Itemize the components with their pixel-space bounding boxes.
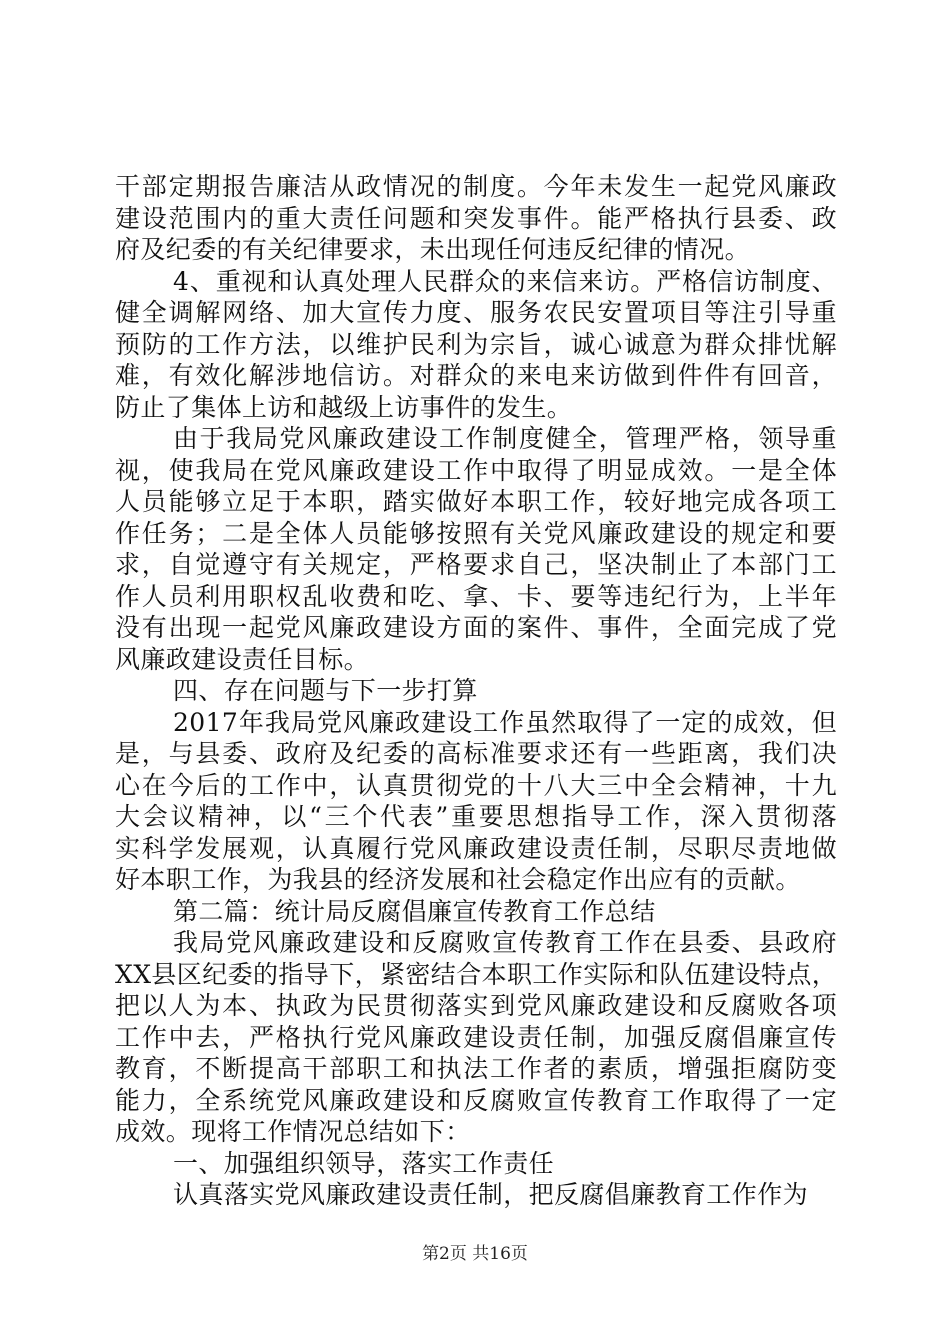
text-line: 防止了集体上访和越级上访事件的发生。 — [115, 392, 573, 422]
text-line: 视，使我局在党风廉政建设工作中取得了明显成效。一是全体 — [115, 455, 837, 485]
text-line: 好本职工作，为我县的经济发展和社会稳定作出应有的贡献。 — [115, 865, 801, 894]
page-number-footer: 第2页 共16页 — [422, 1244, 528, 1264]
text-line: 建设范围内的重大责任问题和突发事件。能严格执行县委、政 — [115, 203, 837, 233]
text-line: 把以人为本、执政为民贯彻落实到党风廉政建设和反腐败各项 — [115, 991, 837, 1020]
text-line: 人员能够立足于本职，踏实做好本职工作，较好地完成各项工 — [115, 487, 837, 516]
text-line: 干部定期报告廉洁从政情况的制度。今年未发生一起党风廉政 — [115, 172, 837, 201]
paragraph-start-line: 4、重视和认真处理人民群众的来信来访。严格信访制度、 — [173, 266, 837, 296]
text-line: 风廉政建设责任目标。 — [115, 644, 370, 674]
text-line: 是，与县委、政府及纪委的高标准要求还有一些距离，我们决 — [115, 739, 837, 768]
paragraph-start-line: 认真落实党风廉政建设责任制，把反腐倡廉教育工作作为 — [173, 1180, 809, 1209]
document-body — [115, 171, 837, 1211]
text-line: 能力，全系统党风廉政建设和反腐败宣传教育工作取得了一定 — [115, 1085, 837, 1115]
text-line: 作任务；二是全体人员能够按照有关党风廉政建设的规定和要 — [115, 518, 837, 548]
text-line: 教育，不断提高干部职工和执法工作者的素质，增强拒腐防变 — [115, 1054, 837, 1083]
section-heading: 四、存在问题与下一步打算 — [173, 676, 478, 705]
text-line: 大会议精神，以“三个代表”重要思想指导工作，深入贯彻落 — [115, 802, 837, 831]
text-line: 作人员利用职权乱收费和吃、拿、卡、要等违纪行为，上半年 — [115, 581, 837, 611]
text-line: 没有出现一起党风廉政建设方面的案件、事件，全面完成了党 — [115, 613, 837, 642]
text-line: 工作中去，严格执行党风廉政建设责任制，加强反腐倡廉宣传 — [115, 1022, 837, 1052]
text-line: 求，自觉遵守有关规定，严格要求自己，坚决制止了本部门工 — [115, 550, 837, 579]
text-line: 府及纪委的有关纪律要求，未出现任何违反纪律的情况。 — [115, 235, 751, 264]
text-line: 难，有效化解涉地信访。对群众的来电来访做到件件有回音， — [115, 361, 837, 390]
text-line: 成效。现将工作情况总结如下： — [115, 1117, 471, 1146]
text-line: 预防的工作方法，以维护民利为宗旨，诚心诚意为群众排忧解 — [115, 329, 837, 359]
paragraph-start-line: 我局党风廉政建设和反腐败宣传教育工作在县委、县政府 — [173, 928, 837, 957]
text-line: 实科学发展观，认真履行党风廉政建设责任制，尽职尽责地做 — [115, 833, 837, 863]
text-line: 心在今后的工作中，认真贯彻党的十八大三中全会精神，十九 — [115, 770, 837, 800]
paragraph-start-line: 2017年我局党风廉政建设工作虽然取得了一定的成效，但 — [173, 707, 837, 737]
text-line: 健全调解网络、加大宣传力度、服务农民安置项目等注引导重 — [115, 298, 837, 327]
chapter-heading: 第二篇：统计局反腐倡廉宣传教育工作总结 — [173, 896, 656, 926]
section-heading: 一、加强组织领导，落实工作责任 — [173, 1148, 555, 1178]
paragraph-start-line: 由于我局党风廉政建设工作制度健全，管理严格，领导重 — [173, 424, 837, 453]
text-line: XX县区纪委的指导下，紧密结合本职工作实际和队伍建设特点， — [115, 959, 837, 989]
